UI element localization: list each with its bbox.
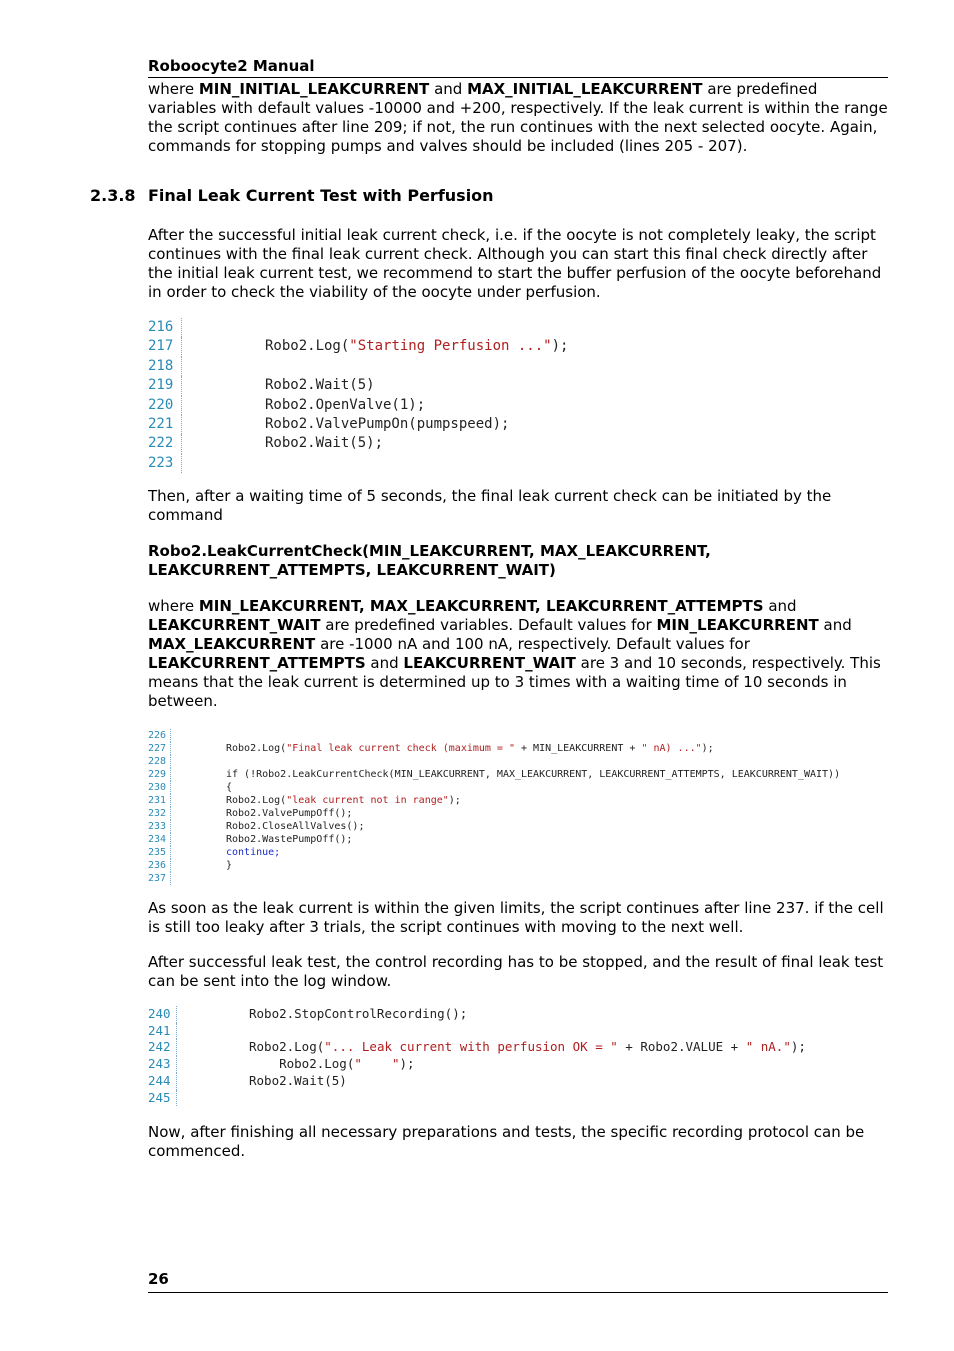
code-token: Robo2.StopControlRecording(); (249, 1006, 468, 1021)
line-number: 241 (148, 1023, 177, 1040)
code-line (148, 768, 840, 781)
code-line (148, 434, 568, 453)
code-text (182, 318, 273, 337)
line-number: 223 (148, 454, 182, 473)
string-literal: " nA." (745, 1039, 791, 1055)
code-token: Robo2.Log( (249, 1039, 325, 1055)
string-literal: "Starting Perfusion ..." (349, 338, 552, 355)
code-token: Robo2.ValvePumpOn(pumpspeed); (265, 416, 510, 433)
code-line (148, 396, 568, 415)
code-text (171, 820, 364, 833)
code-text (177, 1073, 347, 1090)
code-token: Robo2.Wait(5); (265, 435, 384, 452)
line-number: 244 (148, 1073, 177, 1090)
code-token: ); (701, 743, 714, 754)
code-line (148, 376, 568, 395)
code-line (148, 1006, 806, 1023)
code-text (171, 781, 232, 794)
code-block-perfusion (148, 318, 568, 473)
keyword: continue; (226, 847, 281, 858)
code-text (177, 1006, 467, 1023)
code-token: { (226, 782, 233, 793)
code-token: Robo2.ValvePumpOff(); (226, 808, 353, 819)
code-line (148, 820, 840, 833)
code-line (148, 415, 568, 434)
line-number: 218 (148, 357, 182, 376)
command-line-1: Robo2.LeakCurrentCheck(MIN_LEAKCURRENT, MAX_LEAKCURRENT, (148, 542, 711, 560)
line-number: 245 (148, 1090, 177, 1107)
line-number: 230 (148, 781, 171, 794)
code-text (171, 872, 232, 885)
intro-paragraph: where MIN_INITIAL_LEAKCURRENT and MAX_INITIAL_LEAKCURRENT are predefined variables with default values -10000 and +200, respectively. If the leak current is within the range the script continues after line 209; if not, the run continues with the next selected oocyte. Again, commands for stopping pumps and valves should be included (lines 205 - 207). (148, 80, 888, 155)
code-line (148, 1039, 806, 1056)
code-text (177, 1023, 257, 1040)
code-token: Robo2.CloseAllValves(); (226, 821, 365, 832)
line-number: 242 (148, 1039, 177, 1056)
string-literal: "... Leak current with perfusion OK = " (324, 1039, 618, 1055)
line-number: 236 (148, 859, 171, 872)
code-line (148, 781, 840, 794)
command-signature (148, 542, 888, 580)
code-line (148, 872, 840, 885)
code-token: ); (790, 1039, 806, 1055)
code-text (171, 794, 461, 807)
code-line (148, 807, 840, 820)
code-token: if (!Robo2.LeakCurrentCheck(MIN_LEAKCURRENT, MAX_LEAKCURRENT, LEAKCURRENT_ATTEMPTS, LEAKCURRENT_WAIT)) (226, 769, 841, 780)
code-token: Robo2.Log( (249, 1056, 355, 1072)
code-text (182, 396, 425, 415)
line-number: 228 (148, 755, 171, 768)
stop-recording-paragraph: After successful leak test, the control recording has to be stopped, and the result of final leak test can be sent into the log window. (148, 953, 884, 990)
code-text (171, 859, 232, 872)
code-token: ); (448, 795, 461, 806)
code-token: Robo2.Wait(5) (249, 1072, 347, 1088)
string-literal: "leak current not in range" (286, 795, 449, 806)
code-text (171, 807, 352, 820)
code-line (148, 846, 840, 859)
variables-paragraph: where MIN_LEAKCURRENT, MAX_LEAKCURRENT, LEAKCURRENT_ATTEMPTS and LEAKCURRENT_WAIT are predefined variables. Default values for MIN_LEAKCURRENT and MAX_LEAKCURRENT are -1000 nA and 100 nA, respectively. Default values for LEAKCURRENT_ATTEMPTS and LEAKCURRENT_WAIT are 3 and 10 seconds, respectively. This means that the leak current is determined up to 3 times with a waiting time of 10 seconds in between. (148, 597, 881, 710)
page-number: 26 (148, 1270, 888, 1293)
code-line (148, 454, 568, 473)
code-token: Robo2.WastePumpOff(); (226, 834, 353, 845)
code-block-leak-check (148, 729, 840, 885)
code-text (177, 1039, 806, 1056)
running-header: Roboocyte2 Manual (148, 57, 888, 78)
command-line-2: LEAKCURRENT_ATTEMPTS, LEAKCURRENT_WAIT) (148, 561, 556, 579)
code-line (148, 1090, 806, 1107)
code-token: Robo2.Log( (265, 338, 350, 355)
code-token: + Robo2.VALUE + (617, 1039, 746, 1055)
code-text (171, 833, 352, 846)
line-number: 227 (148, 742, 171, 755)
line-number: 240 (148, 1006, 177, 1023)
waiting-paragraph: Then, after a waiting time of 5 seconds, the final leak current check can be initiated by the command (148, 487, 832, 524)
code-line (148, 318, 568, 337)
code-line (148, 755, 840, 768)
code-token: Robo2.Wait(5) (265, 377, 375, 394)
code-token: Robo2.Log( (226, 743, 287, 754)
code-text (182, 415, 509, 434)
code-token: + MIN_LEAKCURRENT + (515, 743, 642, 754)
code-text (177, 1056, 415, 1073)
line-number: 216 (148, 318, 182, 337)
line-number: 234 (148, 833, 171, 846)
code-line (148, 729, 840, 742)
code-line (148, 1023, 806, 1040)
line-number: 220 (148, 396, 182, 415)
code-text (171, 755, 232, 768)
code-text (171, 742, 714, 755)
code-line (148, 1073, 806, 1090)
code-text (182, 337, 568, 356)
code-line (148, 357, 568, 376)
code-line (148, 742, 840, 755)
code-text (182, 434, 383, 453)
line-number: 221 (148, 415, 182, 434)
code-text (182, 454, 273, 473)
code-line (148, 833, 840, 846)
line-number: 219 (148, 376, 182, 395)
code-text (177, 1090, 257, 1107)
line-number: 235 (148, 846, 171, 859)
code-token: ); (399, 1056, 415, 1072)
code-line (148, 1056, 806, 1073)
code-text (171, 768, 840, 781)
line-number: 232 (148, 807, 171, 820)
code-token: } (226, 860, 233, 871)
code-text (182, 376, 375, 395)
code-line (148, 859, 840, 872)
string-literal: " " (354, 1056, 400, 1072)
closing-paragraph: Now, after finishing all necessary preparations and tests, the specific recording protocol can be commenced. (148, 1123, 865, 1160)
section-title: Final Leak Current Test with Perfusion (148, 186, 494, 205)
line-number: 243 (148, 1056, 177, 1073)
code-text (171, 846, 280, 859)
code-token: Robo2.OpenValve(1); (265, 396, 426, 413)
string-literal: "Final leak current check (maximum = " (286, 743, 515, 754)
line-number: 237 (148, 872, 171, 885)
section-number: 2.3.8 (90, 186, 136, 205)
code-token: Robo2.Log( (226, 795, 287, 806)
limits-paragraph: As soon as the leak current is within the given limits, the script continues after line 237. if the cell is still too leaky after 3 trials, the script continues with moving to the next well. (148, 899, 884, 936)
code-block-stop-recording (148, 1006, 806, 1106)
code-text (182, 357, 273, 376)
line-number: 217 (148, 337, 182, 356)
code-line (148, 794, 840, 807)
line-number: 231 (148, 794, 171, 807)
code-text (171, 729, 232, 742)
string-literal: " nA) ..." (641, 743, 702, 754)
line-number: 222 (148, 434, 182, 453)
perfusion-paragraph: After the successful initial leak current check, i.e. if the oocyte is not completely leaky, the script continues with the final leak current check. Although you can start this final check directly after the initial leak current test, we recommend to start the buffer perfusion of the oocyte beforehand in order to check the viability of the oocyte under perfusion. (148, 226, 882, 301)
line-number: 226 (148, 729, 171, 742)
code-token: ); (551, 338, 569, 355)
line-number: 233 (148, 820, 171, 833)
code-line (148, 337, 568, 356)
line-number: 229 (148, 768, 171, 781)
